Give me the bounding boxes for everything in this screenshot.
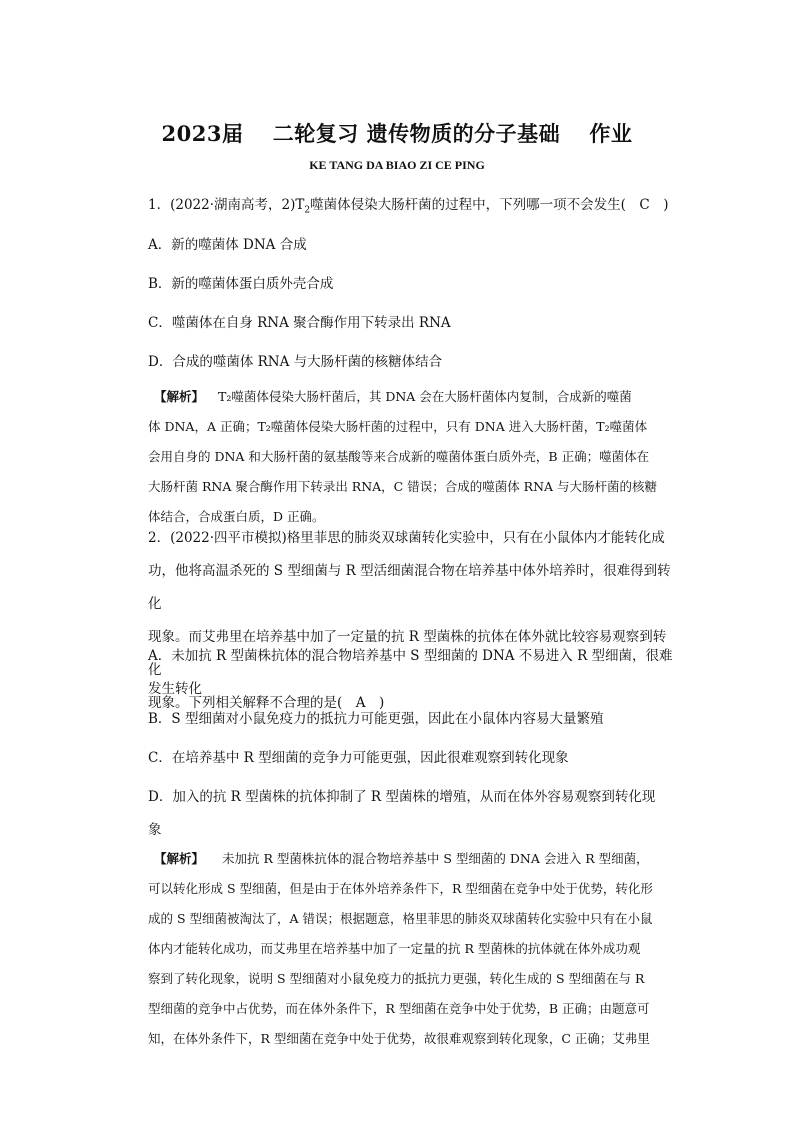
question-1-option-a: A．新的噬菌体 DNA 合成: [148, 237, 307, 253]
question-2-option-c: C．在培养基中 R 型细菌的竞争力可能更强，因此很难观察到转化现象: [148, 750, 569, 766]
document-subtitle: KE TANG DA BIAO ZI CE PING: [309, 158, 485, 172]
question-1-option-b: B．新的噬菌体蛋白质外壳合成: [148, 276, 334, 292]
question-2-option-a-line: 发生转化: [148, 681, 202, 697]
analysis-line: 可以转化形成 S 型细菌，但是由于在体外培养条件下，R 型细菌在竞争中处于优势，转化形: [148, 881, 653, 896]
question-1-option-c: C．噬菌体在自身 RNA 聚合酶作用下转录出 RNA: [148, 315, 451, 331]
question-2-option-b: B．S 型细菌对小鼠免疫力的抵抗力可能更强，因此在小鼠体内容易大量繁殖: [148, 711, 604, 727]
question-2-analysis: [148, 844, 678, 1054]
question-2-stem-line: 功，他将高温杀死的 S 型细菌与 R 型活细菌混合物在培养基中体外培养时，很难得到转化: [148, 563, 671, 612]
analysis-line: 会用自身的 DNA 和大肠杆菌的氨基酸等来合成新的噬菌体蛋白质外壳，B 正确；噬菌体在: [148, 449, 650, 464]
document-title: 2023届 二轮复习 遗传物质的分子基础 作业: [161, 121, 633, 146]
question-2-option-d-line: 象: [148, 822, 162, 838]
analysis-line: 知，在体外条件下，R 型细菌在竞争中处于优势，故很难观察到转化现象，C 正确；艾弗里: [148, 1031, 650, 1046]
question-1-stem-start: 1．(2022·湖南高考，2)T: [148, 197, 305, 213]
question-1-stem-subscript: 2: [304, 205, 311, 216]
question-2-option-a: [148, 640, 678, 706]
question-1-option-d: D．合成的噬菌体 RNA 与大肠杆菌的核糖体结合: [148, 354, 443, 370]
analysis-line: 体 DNA，A 正确；T₂噬菌体侵染大肠杆菌的过程中，只有 DNA 进入大肠杆菌，T₂噬菌体: [148, 419, 648, 434]
question-2-stem-line: 现象。下列相关解释不合理的是( A ): [148, 695, 385, 711]
analysis-tag: 【解析】: [154, 851, 205, 866]
question-1-analysis: [148, 382, 678, 532]
question-2-option-d: [148, 781, 678, 847]
question-2-stem-line: 2．(2022·四平市模拟)格里菲思的肺炎双球菌转化实验中，只有在小鼠体内才能转化成: [148, 530, 665, 546]
analysis-tag: 【解析】: [154, 389, 205, 404]
analysis-line: 型细菌的竞争中占优势，而在体外条件下，R 型细菌在竞争中处于优势，B 正确；由题意可: [148, 1001, 650, 1016]
analysis-line: 大肠杆菌 RNA 聚合酶作用下转录出 RNA，C 错误；合成的噬菌体 RNA 与大肠杆菌的核糖: [148, 479, 658, 494]
question-2-option-a-line: A．未加抗 R 型菌株抗体的混合物培养基中 S 型细菌的 DNA 不易进入 R 型细菌，很难: [148, 648, 673, 664]
analysis-line: 体内才能转化成功，而艾弗里在培养基中加了一定量的抗 R 型菌株的抗体就在体外成功观: [148, 941, 641, 956]
analysis-line: T₂噬菌体侵染大肠杆菌后，其 DNA 会在大肠杆菌体内复制，合成新的噬菌: [218, 389, 632, 404]
question-2-option-d-line: D．加入的抗 R 型菌株的抗体抑制了 R 型菌株的增殖，从而在体外容易观察到转化现: [148, 789, 656, 805]
analysis-line: 未加抗 R 型菌株抗体的混合物培养基中 S 型细菌的 DNA 会进入 R 型细菌，: [222, 851, 649, 866]
analysis-line: 成的 S 型细菌被淘汰了，A 错误；根据题意，格里菲思的肺炎双球菌转化实验中只有在小鼠: [148, 911, 653, 926]
analysis-line: 体结合，合成蛋白质，D 正确。: [148, 509, 325, 524]
analysis-line: 察到了转化现象，说明 S 型细菌对小鼠免疫力的抵抗力更强，转化生成的 S 型细菌在与 R: [148, 971, 645, 986]
question-2-stem-line: 现象。而艾弗里在培养基中加了一定量的抗 R 型菌株的抗体在体外就比较容易观察到转化: [148, 629, 667, 678]
question-1-stem: [148, 195, 678, 221]
question-1-stem-end: 噬菌体侵染大肠杆菌的过程中，下列哪一项不会发生( C ): [310, 197, 669, 213]
